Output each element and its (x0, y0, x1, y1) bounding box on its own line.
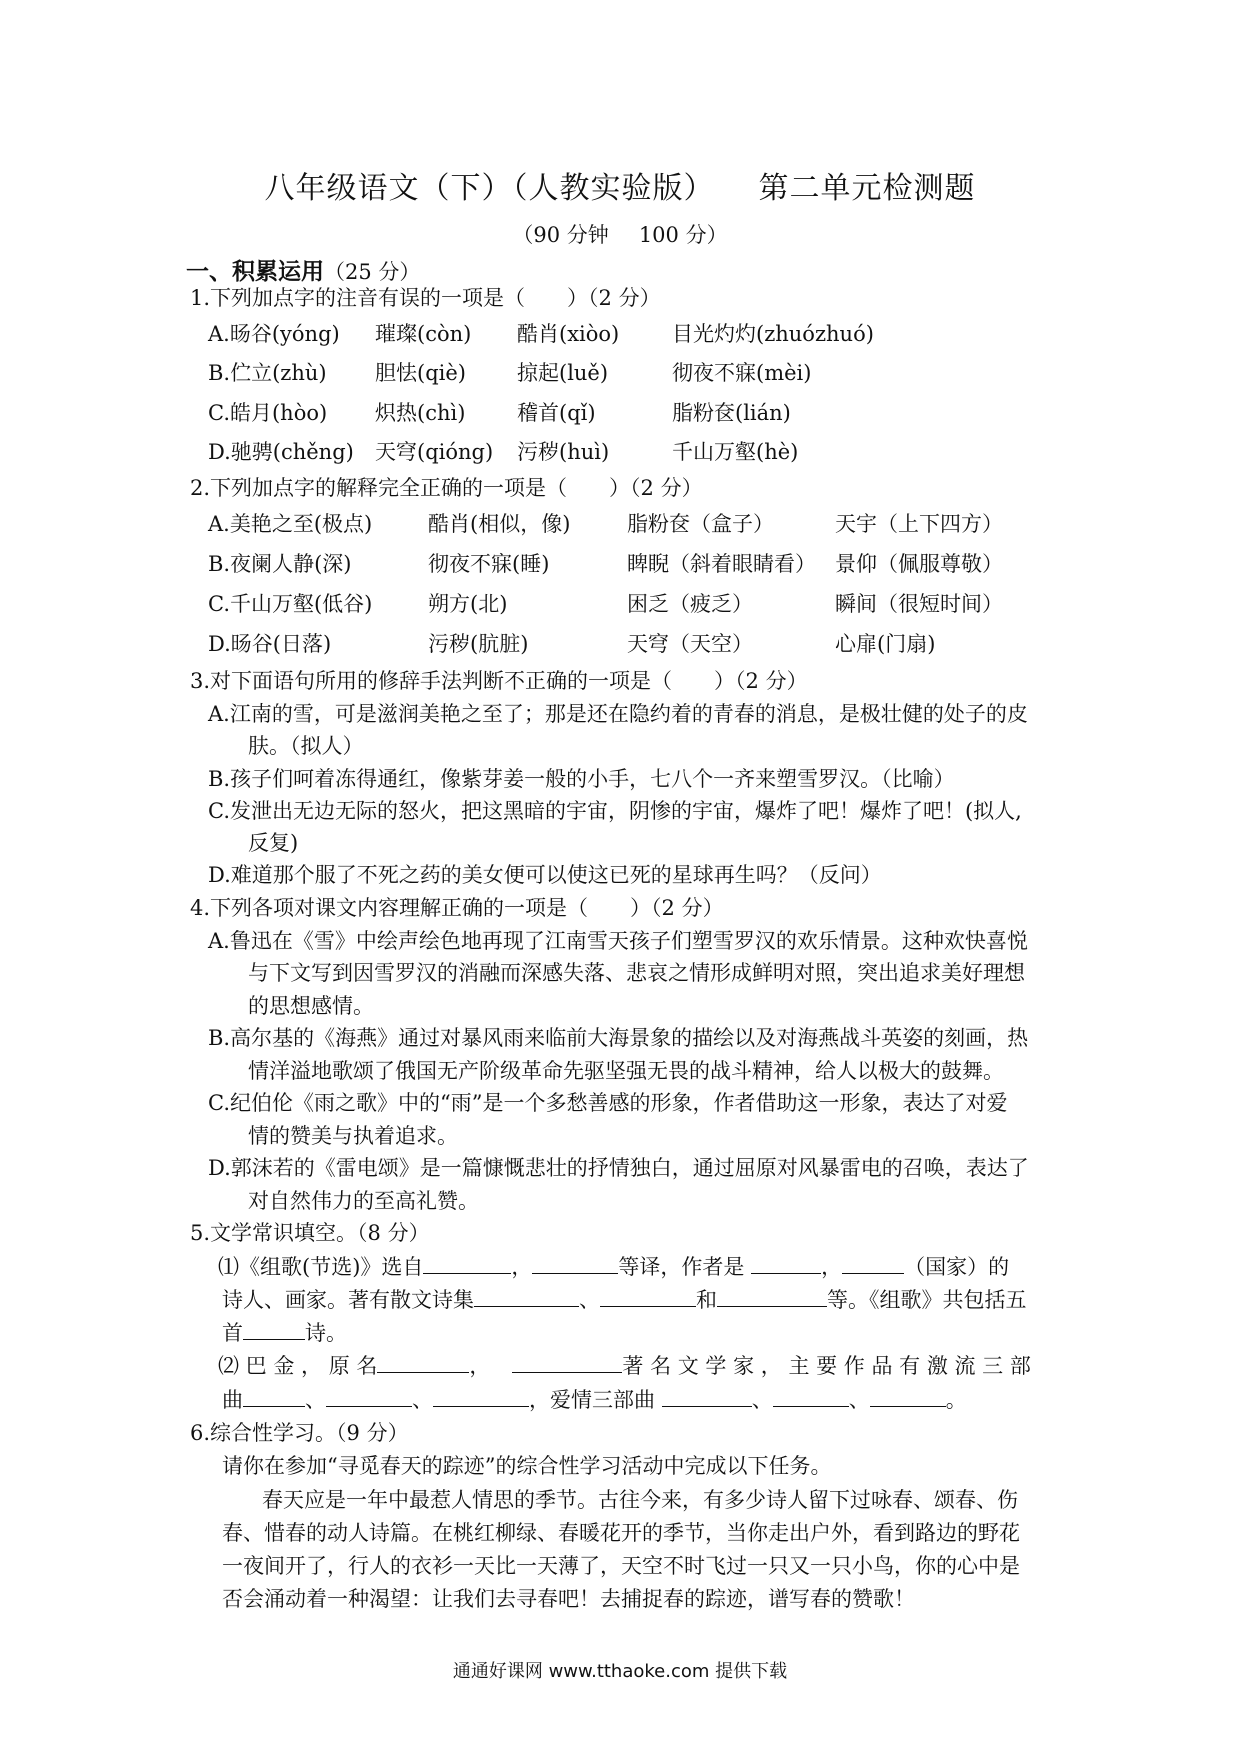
option-cell: 污秽(huì) (517, 440, 610, 464)
text: 。 (945, 1388, 967, 1412)
option-cell: 心扉(门扇) (835, 632, 936, 656)
page-title (0, 163, 1240, 207)
text: 、 (751, 1388, 773, 1412)
option-cell: 彻夜不寐(睡) (428, 552, 550, 576)
option-cell: 璀璨(còn) (375, 322, 472, 346)
question-4-option-c-cont: 情的赞美与执着追求。 (248, 1124, 458, 1148)
text: 等。《组歌》共包括五 (827, 1288, 1027, 1312)
text: 著 名 文 学 家 ， 主 要 作 品 有 激 流 三 部 (622, 1354, 1031, 1378)
exam-time: （90 分钟 (512, 223, 609, 247)
question-2-stem: 2.下列加点字的解释完全正确的一项是（ ）（2 分） (190, 476, 703, 500)
text: ⑵ 巴 金 ， 原 名 (218, 1354, 378, 1378)
question-3-stem: 3.对下面语句所用的修辞手法判断不正确的一项是（ ）（2 分） (190, 669, 808, 693)
option-cell: 彻夜不寐(mèi) (672, 361, 812, 385)
text: 和 (696, 1288, 717, 1312)
option-cell: 天穹（天空） (627, 632, 753, 656)
section-heading (186, 253, 420, 286)
title-main: 八年级语文（下）（人教实验版） (264, 171, 715, 206)
question-4-option-c: C.纪伯伦《雨之歌》中的“雨”是一个多愁善感的形象，作者借助这一形象，表达了对爱 (208, 1091, 1008, 1115)
option-cell: 天宇（上下四方） (835, 512, 1003, 536)
answer-blank[interactable] (474, 1286, 579, 1307)
answer-blank[interactable] (870, 1386, 946, 1407)
question-3-option-a-cont: 肤。（拟人） (248, 734, 364, 758)
option-cell: 酷肖(相似，像) (428, 512, 571, 536)
section-name: 一、积累运用 (186, 259, 324, 285)
question-6-stem: 6.综合性学习。（9 分） (190, 1421, 409, 1445)
option-cell: 稽首(qǐ) (517, 401, 596, 425)
answer-blank[interactable] (512, 1352, 622, 1373)
option-cell: 天穹(qióng) (375, 440, 494, 464)
question-5-line (222, 1319, 347, 1346)
text: 、 (848, 1388, 870, 1412)
option-cell: B.夜阑人静(深) (208, 552, 352, 576)
option-cell: A.美艳之至(极点) (208, 512, 373, 536)
option-cell: 千山万壑(hè) (672, 440, 799, 464)
text: ， (511, 1255, 533, 1279)
question-4-option-a-cont: 的思想感情。 (248, 994, 374, 1018)
page-footer: 通通好课网 www.tthaoke.com 提供下载 (452, 1661, 788, 1682)
answer-blank[interactable] (717, 1286, 827, 1307)
question-3-option-a: A.江南的雪，可是滋润美艳之至了；那是还在隐约着的青春的消息，是极壮健的处子的皮 (208, 702, 1028, 726)
passage-line: 春天应是一年中最惹人情思的季节。古往今来，有多少诗人留下过咏春、颂春、伤 (262, 1488, 1018, 1512)
option-cell: D.驰骋(chěng) (208, 440, 354, 464)
text: ， (469, 1354, 491, 1378)
text: 、 (305, 1388, 326, 1412)
question-3-option-c: C.发泄出无边无际的怒火，把这黑暗的宇宙，阴惨的宇宙，爆炸了吧！爆炸了吧！(拟人, (208, 799, 1022, 823)
text: 、 (579, 1288, 600, 1312)
answer-blank[interactable] (423, 1253, 511, 1274)
question-4-option-b: B.高尔基的《海燕》通过对暴风雨来临前大海景象的描绘以及对海燕战斗英姿的刻画，热 (208, 1026, 1029, 1050)
question-4-option-b-cont: 情洋溢地歌颂了俄国无产阶级革命先驱坚强无畏的战斗精神，给人以极大的鼓舞。 (248, 1059, 1004, 1083)
option-cell: B.伫立(zhù) (208, 361, 327, 385)
question-5-line (222, 1286, 1027, 1313)
option-cell: 目光灼灼(zhuózhuó) (672, 322, 874, 346)
answer-blank[interactable] (377, 1352, 469, 1373)
text: ⑴《组歌(节选)》选自 (218, 1255, 424, 1279)
question-3-option-c-cont: 反复) (248, 831, 299, 855)
answer-blank[interactable] (751, 1253, 821, 1274)
answer-blank[interactable] (662, 1386, 752, 1407)
option-cell: 胆怯(qiè) (375, 361, 466, 385)
question-6-intro: 请你在参加“寻觅春天的踪迹”的综合性学习活动中完成以下任务。 (222, 1454, 832, 1478)
option-cell: 景仰（佩服尊敬） (835, 552, 1003, 576)
question-4-option-a-cont: 与下文写到因雪罗汉的消融而深感失落、悲哀之情形成鲜明对照，突出追求美好理想 (248, 961, 1025, 985)
option-cell: 脂粉奁（盒子） (627, 512, 774, 536)
answer-blank[interactable] (243, 1386, 305, 1407)
exam-meta (0, 219, 1240, 249)
option-cell: 炽热(chì) (375, 401, 466, 425)
option-cell: C.千山万壑(低谷) (208, 592, 373, 616)
text: 首 (222, 1321, 243, 1345)
question-4-option-a: A.鲁迅在《雪》中绘声绘色地再现了江南雪天孩子们塑雪罗汉的欢乐情景。这种欢快喜悦 (208, 929, 1028, 953)
answer-blank[interactable] (433, 1386, 529, 1407)
question-5-line (218, 1253, 1009, 1280)
text: ， (821, 1255, 843, 1279)
answer-blank[interactable] (326, 1386, 412, 1407)
question-4-option-d: D.郭沫若的《雷电颂》是一篇慷慨悲壮的抒情独白，通过屈原对风暴雷电的召唤，表达了 (208, 1156, 1029, 1180)
option-cell: 困乏（疲乏） (627, 592, 753, 616)
title-sub: 第二单元检测题 (758, 171, 976, 206)
passage-line: 春、惜春的动人诗篇。在桃红柳绿、春暖花开的季节，当你走出户外，看到路边的野花 (222, 1521, 1020, 1545)
option-cell: 掠起(luě) (517, 361, 609, 385)
question-3-option-b: B.孩子们呵着冻得通红，像紫芽姜一般的小手，七八个一齐来塑雪罗汉。（比喻） (208, 767, 955, 791)
answer-blank[interactable] (532, 1253, 618, 1274)
option-cell: 污秽(肮脏) (428, 632, 529, 656)
text: 曲 (222, 1388, 243, 1412)
text: 诗。 (305, 1321, 347, 1345)
answer-blank[interactable] (842, 1253, 904, 1274)
question-4-option-d-cont: 对自然伟力的至高礼赞。 (248, 1189, 479, 1213)
question-4-stem: 4.下列各项对课文内容理解正确的一项是（ ）（2 分） (190, 896, 724, 920)
option-cell: 酷肖(xiòo) (517, 322, 620, 346)
answer-blank[interactable] (243, 1319, 305, 1340)
option-cell: A.旸谷(yóng) (208, 322, 340, 346)
text: 、 (412, 1388, 433, 1412)
question-5-line (222, 1386, 967, 1413)
exam-score: 100 分） (638, 223, 728, 247)
text: 诗人、画家。著有散文诗集 (222, 1288, 474, 1312)
option-cell: 脂粉奁(lián) (672, 401, 791, 425)
text: （国家）的 (904, 1255, 1010, 1279)
text: 等译，作者是 (618, 1255, 745, 1279)
option-cell: 瞬间（很短时间） (835, 592, 1003, 616)
answer-blank[interactable] (773, 1386, 849, 1407)
option-cell: C.皓月(hòo) (208, 401, 328, 425)
passage-line: 否会涌动着一种渴望：让我们去寻春吧！去捕捉春的踪迹，谱写春的赞歌！ (222, 1587, 915, 1611)
option-cell: 朔方(北) (428, 592, 508, 616)
section-points: （25 分） (324, 260, 421, 284)
question-1-stem: 1.下列加点字的注音有误的一项是（ ）（2 分） (190, 286, 661, 310)
option-cell: 睥睨（斜着眼睛看） (627, 552, 816, 576)
question-5-line (218, 1352, 1031, 1379)
question-3-option-d: D.难道那个服了不死之药的美女便可以使这已死的星球再生吗？（反问） (208, 863, 882, 887)
option-cell: D.旸谷(日落) (208, 632, 332, 656)
answer-blank[interactable] (600, 1286, 696, 1307)
passage-line: 一夜间开了，行人的衣衫一天比一天薄了，天空不时飞过一只又一只小鸟，你的心中是 (222, 1554, 1020, 1578)
text: ，爱情三部曲 (529, 1388, 655, 1412)
question-5-stem: 5.文学常识填空。（8 分） (190, 1221, 430, 1245)
